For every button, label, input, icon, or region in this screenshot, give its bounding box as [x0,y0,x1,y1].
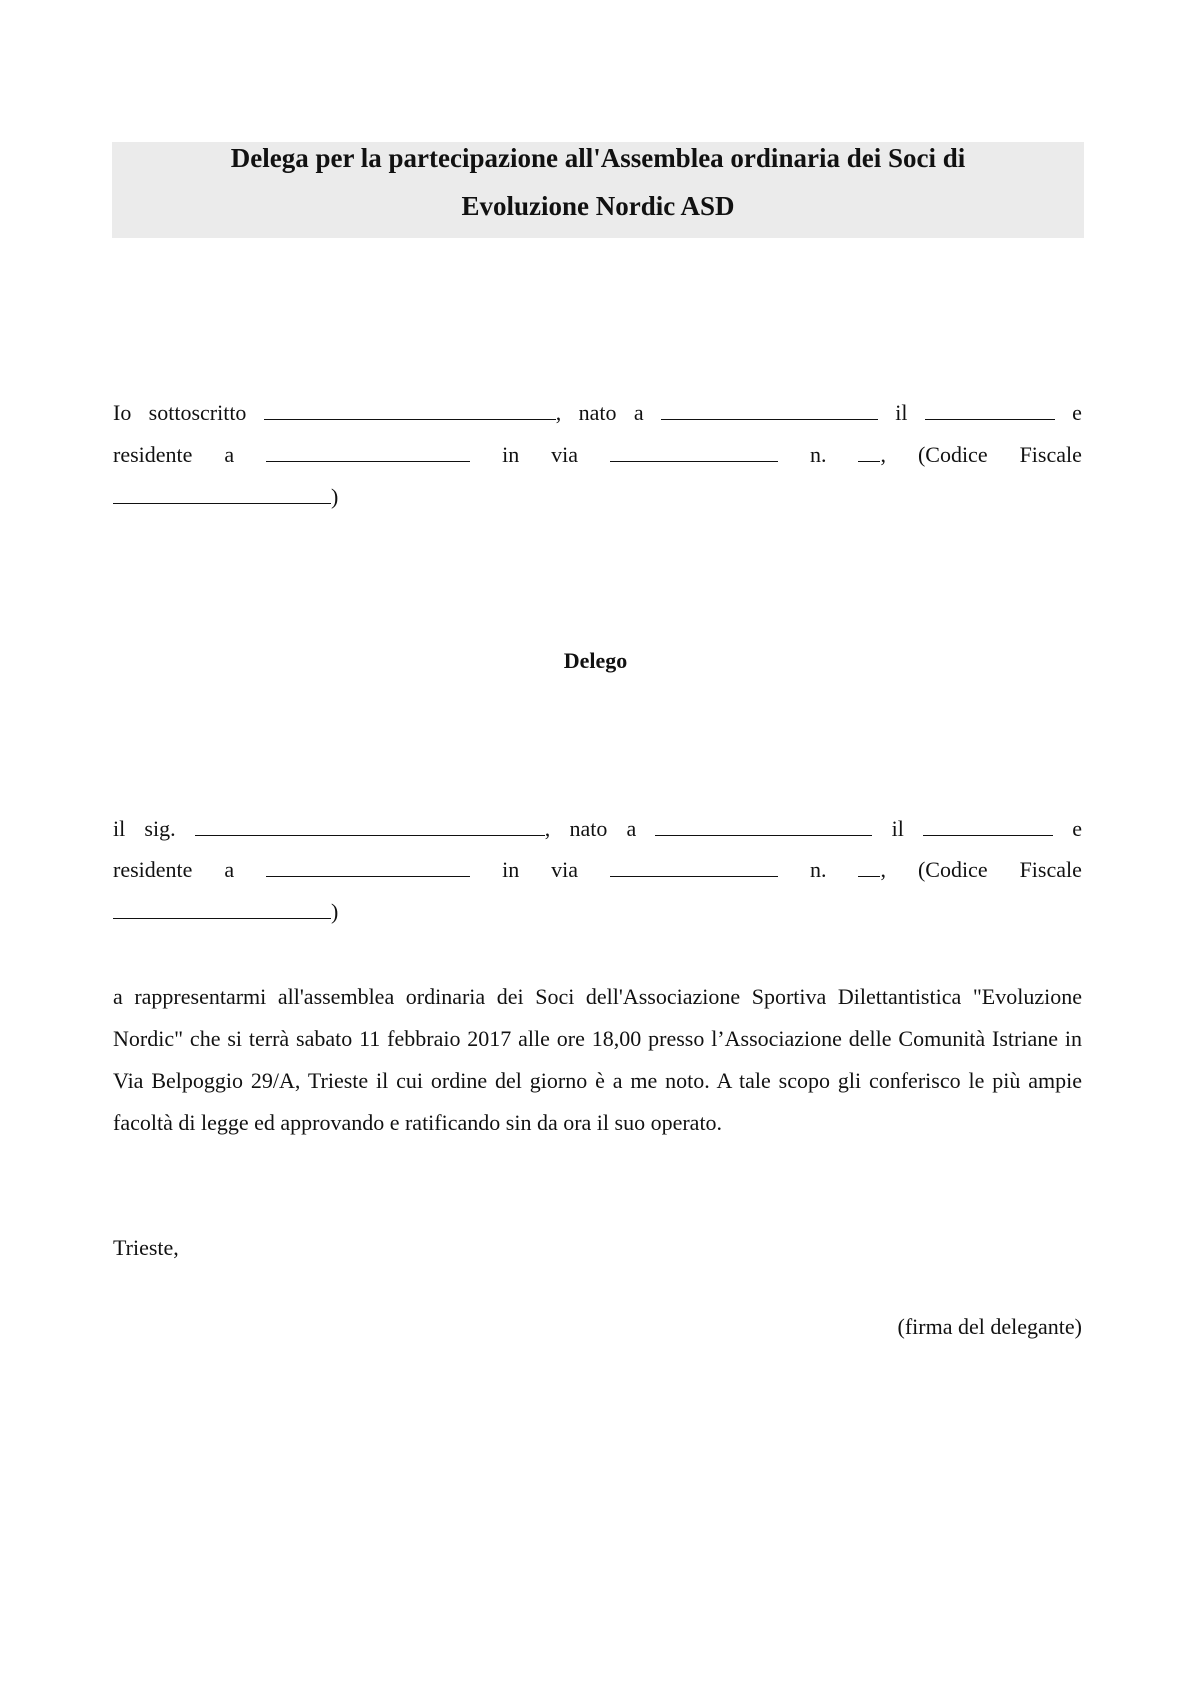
text-e: e [1072,400,1082,425]
delegant-line-3 [113,483,338,511]
text-via: via [551,442,579,467]
text-in: in [502,442,520,467]
delegate-number-group [858,856,886,884]
text-il: il [891,816,904,841]
delegant-number-group [858,441,886,469]
delegate-street-blank[interactable] [610,856,778,877]
signature-label: (firma del delegante) [897,1314,1082,1339]
text-n: n. [810,442,827,467]
text-nato: nato [569,816,608,841]
text-io: Io [113,400,132,425]
delegate-line-2 [113,856,1082,884]
delegate-name-group [195,815,551,843]
delegant-line-1 [113,399,1082,427]
text-via: via [551,857,579,882]
delegant-number-blank[interactable] [858,441,880,462]
text-codice: (Codice [917,442,988,467]
title-line-1: Delega per la partecipazione all'Assemblea ordinaria dei Soci di [230,143,966,173]
text-residente: residente [113,857,193,882]
delegate-number-blank[interactable] [858,856,880,877]
delegate-line-3 [113,898,338,926]
document-title-box [112,142,1084,238]
delegant-fiscal-code-blank[interactable] [113,483,331,504]
text-sottoscritto: sottoscritto [148,400,247,425]
delegant-birthplace-blank[interactable] [661,399,878,420]
delegate-residence-blank[interactable] [266,856,470,877]
text-fiscale: Fiscale [1019,442,1082,467]
text-sig: sig. [144,816,176,841]
close-paren: ) [331,484,339,509]
text-e: e [1072,816,1082,841]
comma: , [544,816,551,841]
text-a: a [633,400,644,425]
place-label: Trieste, [113,1235,179,1260]
delegant-name-blank[interactable] [264,399,556,420]
text-a: a [626,816,637,841]
text-a: a [224,857,235,882]
delegant-line-2 [113,441,1082,469]
delegant-street-blank[interactable] [610,441,778,462]
delegate-birthdate-blank[interactable] [923,815,1053,836]
text-codice: (Codice [917,857,988,882]
delegant-birthdate-blank[interactable] [925,399,1055,420]
text-nato: nato [578,400,617,425]
text-residente: residente [113,442,193,467]
delegate-fiscal-code-blank[interactable] [113,898,331,919]
delegant-residence-blank[interactable] [266,441,470,462]
comma: , [880,442,886,467]
delegate-line-1 [113,815,1082,843]
delegate-name-blank[interactable] [195,815,545,836]
delegate-birthplace-blank[interactable] [655,815,872,836]
text-il: il [113,816,126,841]
title-line-2: Evoluzione Nordic ASD [461,191,735,221]
comma: , [555,400,562,425]
text-il: il [895,400,908,425]
text-n: n. [810,857,827,882]
close-paren: ) [331,899,339,924]
delego-heading: Delego [563,648,628,673]
text-fiscale: Fiscale [1019,857,1082,882]
text-a: a [224,442,235,467]
body-paragraph: a rappresentarmi all'assemblea ordinaria dei Soci dell'Associazione Sportiva Dilettantistica "Evoluzione Nordic" che si terrà sabato 11 febbraio 2017 alle ore 18,00 presso l’Associazione delle Comunità Istriane in Via Belpoggio 29/A, Trieste il cui ordine del giorno è a me noto. A tale scopo gli conferisco le più ampie facoltà di legge ed approvando e ratificando sin da ora il suo operato. [113,984,1082,1135]
comma: , [880,857,886,882]
text-in: in [502,857,520,882]
delegant-name-group [264,399,562,427]
